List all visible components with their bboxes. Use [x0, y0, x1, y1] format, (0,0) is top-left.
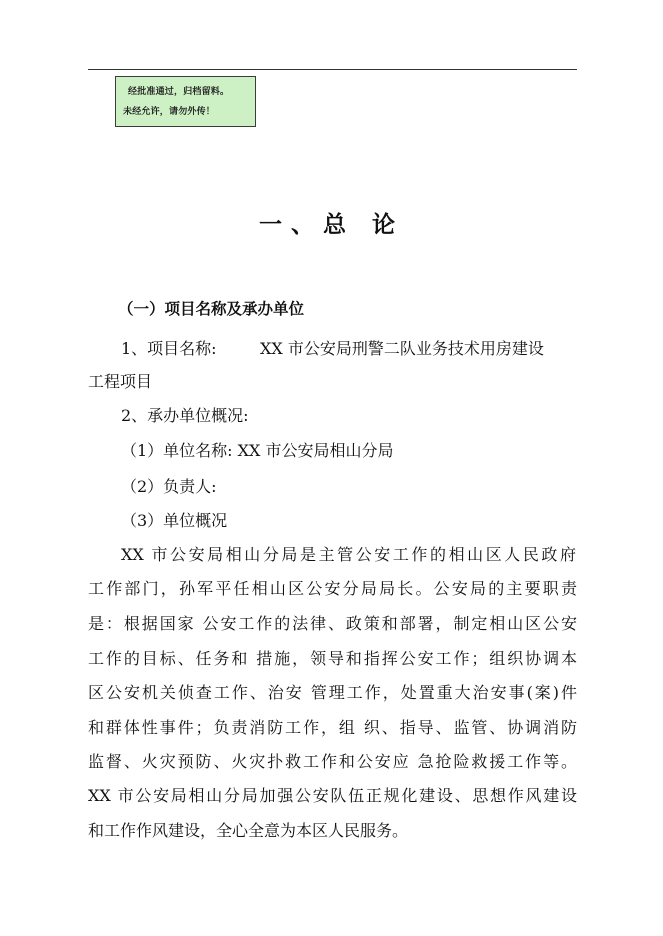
- paragraph-line-1: XX 市公安局相山分局是主管公安工作的相山区人民政府: [121, 545, 576, 564]
- paragraph-line-4: 工作的目标、任务和 措施，领导和指挥公安工作；组织协调本: [88, 649, 577, 668]
- project-name-value-continued: 工程项目: [88, 372, 153, 391]
- person-in-charge-line: （2）负责人:: [121, 477, 217, 496]
- paragraph-line-7: 监督、火灾预防、火灾扑救工作和公安应 急抢险救援工作等。: [88, 752, 577, 771]
- project-name-label: 1、项目名称:: [121, 339, 217, 358]
- unit-name-line: （1）单位名称: XX 市公安局相山分局: [121, 441, 394, 460]
- unit-profile-label: （3）单位概况: [121, 511, 228, 530]
- paragraph-line-3: 是：根据国家 公安工作的法律、政策和部署，制定相山区公安: [88, 614, 577, 633]
- chapter-title: 一、总 论: [258, 212, 404, 238]
- paragraph-line-5: 区公安机关侦查工作、治安 管理工作，处置重大治安事(案)件: [88, 683, 577, 702]
- paragraph-line-2: 工作部门，孙军平任相山区公安分局局长。公安局的主要职责: [88, 579, 577, 598]
- paragraph-line-8: XX 市公安局相山分局加强公安队伍正规化建设、思想作风建设: [88, 786, 577, 805]
- paragraph-line-9: 和工作作风建设，全心全意为本区人民服务。: [88, 821, 409, 840]
- section-heading: （一）项目名称及承办单位: [118, 300, 305, 318]
- stamp-text-line-1: 经批准通过，归档留料。: [128, 87, 230, 97]
- stamp-text-line-2: 未经允许，请勿外传！: [123, 107, 216, 117]
- paragraph-line-6: 和群体性事件；负责消防工作，组 织、指导、监管、协调消防: [88, 718, 577, 737]
- project-name-value: XX 市公安局刑警二队业务技术用房建设: [260, 339, 544, 358]
- unit-overview-label: 2、承办单位概况:: [121, 406, 249, 425]
- approval-stamp-box: [115, 76, 256, 127]
- header-rule: [88, 69, 577, 70]
